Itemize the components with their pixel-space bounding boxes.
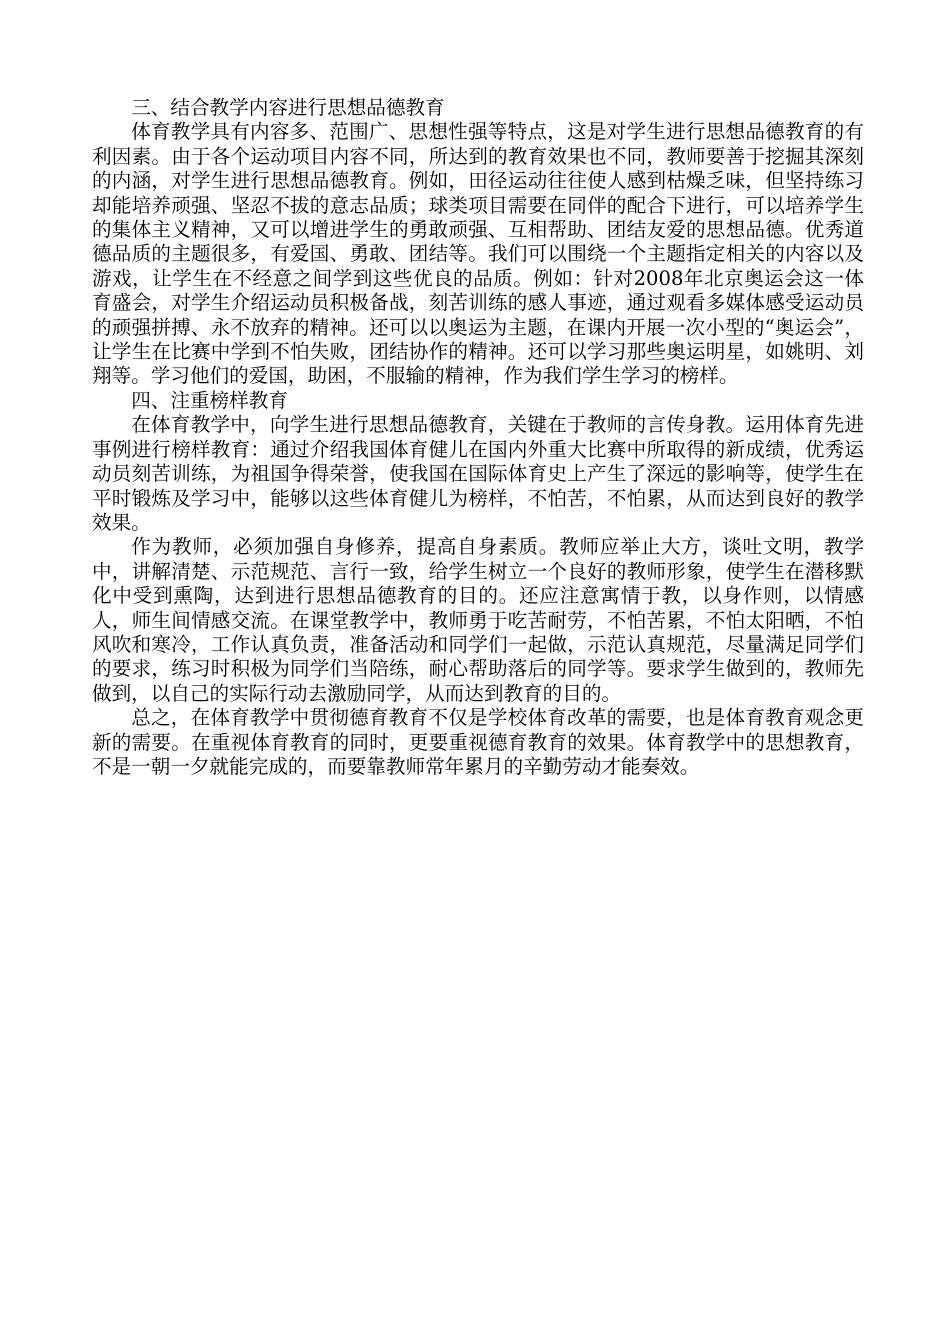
paragraph-role-model: 在体育教学中，向学生进行思想品德教育，关键在于教师的言传身教。运用体育先进事例进行榜样教育：通过介绍我国体育健儿在国内外重大比赛中所取得的新成绩，优秀运动员刻苦训练，为祖国争得荣誉，使我国在国际体育史上产生了深远的影响等，使学生在平时锻炼及学习中，能够以这些体育健儿为榜样，不怕苦，不怕累，从而达到良好的教学效果。	[92, 413, 864, 534]
section-heading-3: 三、结合教学内容进行思想品德教育	[131, 96, 445, 119]
section-heading-4: 四、注重榜样教育	[131, 388, 288, 412]
paragraph-teacher-self: 作为教师，必须加强自身修养，提高自身素质。教师应举止大方，谈吐文明，教学中，讲解清楚、示范规范、言行一致，给学生树立一个良好的教师形象，使学生在潜移默化中受到熏陶，达到进行思想品德教育的目的。还应注意寓情于教，以身作则，以情感人，师生间情感交流。在课堂教学中，教师勇于吃苦耐劳，不怕苦累，不怕太阳晒，不怕风吹和寒冷，工作认真负责，准备活动和同学们一起做，示范认真规范，尽量满足同学们的要求，练习时积极为同学们当陪练，耐心帮助落后的同学等。要求学生做到的，教师先做到，以自己的实际行动去激励同学，从而达到教育的目的。	[92, 535, 864, 705]
document-body	[92, 96, 864, 779]
paragraph-conclusion: 总之，在体育教学中贯彻德育教育不仅是学校体育改革的需要，也是体育教育观念更新的需要。在重视体育教育的同时，更要重视德育教育的效果。体育教学中的思想教育，不是一朝一夕就能完成的，而要靠教师常年累月的辛勤劳动才能奏效。	[92, 706, 864, 778]
paragraph-content-teaching: 体育教学具有内容多、范围广、思想性强等特点，这是对学生进行思想品德教育的有利因素。由于各个运动项目内容不同，所达到的教育效果也不同，教师要善于挖掘其深刻的内涵，对学生进行思想品德教育。例如，田径运动往往使人感到枯燥乏味，但坚持练习却能培养顽强、坚忍不拔的意志品质；球类项目需要在同伴的配合下进行，可以培养学生的集体主义精神，又可以增进学生的勇敢顽强、互相帮助、团结友爱的思想品德。优秀道德品质的主题很多，有爱国、勇敢、团结等。我们可以围绕一个主题指定相关的内容以及游戏，让学生在不经意之间学到这些优良的品质。例如：针对2008年北京奥运会这一体育盛会，对学生介绍运动员积极备战，刻苦训练的感人事迹，通过观看多媒体感受运动员的顽强拼搏、永不放弃的精神。还可以以奥运为主题，在课内开展一次小型的“奥运会”，让学生在比赛中学到不怕失败，团结协作的精神。还可以学习那些奥运明星，如姚明、刘翔等。学习他们的爱国，助困，不服输的精神，作为我们学生学习的榜样。	[92, 120, 864, 388]
